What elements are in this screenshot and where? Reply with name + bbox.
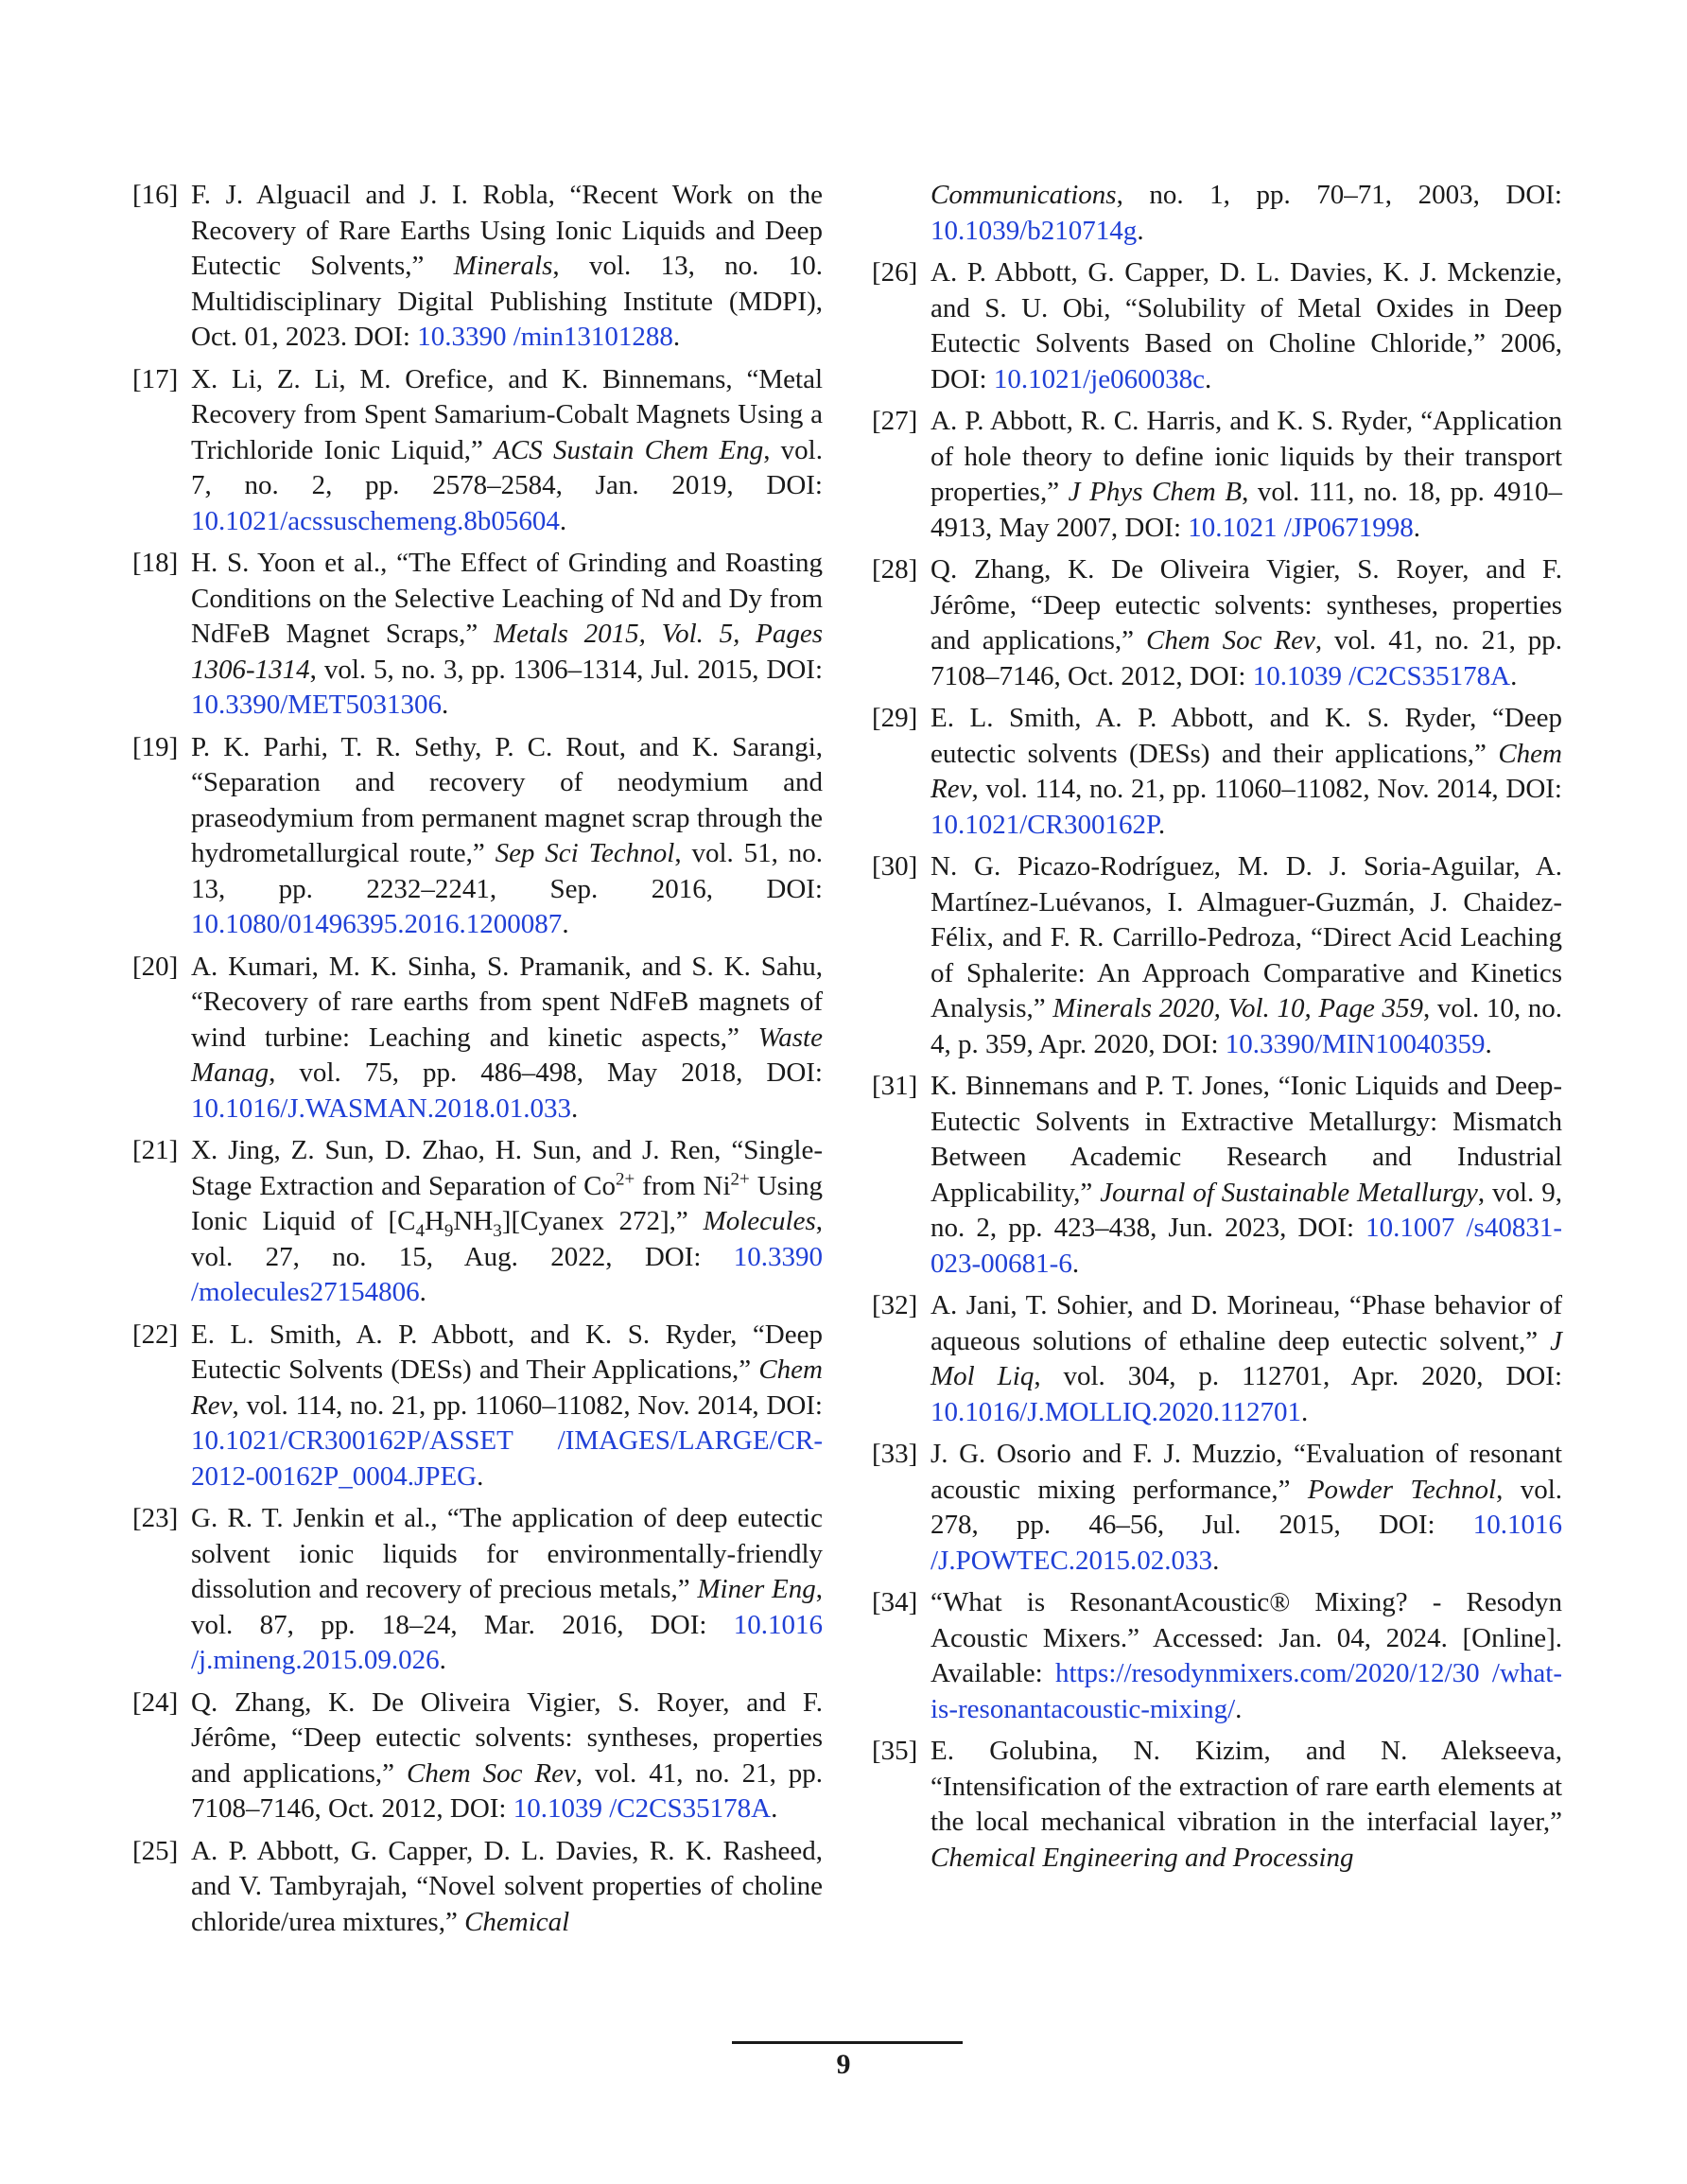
reference-entry <box>872 701 1562 843</box>
journal-title: Communications <box>930 180 1117 210</box>
url-link[interactable]: https://resodynmixers.com/2020/12/30 /what-is-resonantacoustic-mixing/ <box>930 1658 1562 1724</box>
reference-text: X. Li, Z. Li, M. Orefice, and K. Binnemans, “Metal Recovery from Spent Samarium-Cobalt Magnets Using a Trichloride Ionic Liquid,” <box>191 363 823 465</box>
reference-number: [26] <box>872 257 918 288</box>
reference-entry <box>132 950 823 1127</box>
journal-title: J Phys Chem B <box>1068 477 1243 507</box>
doi-link[interactable]: 10.1016 /J.POWTEC.2015.02.033 <box>930 1510 1562 1576</box>
reference-text: . <box>419 1277 426 1307</box>
reference-number: [24] <box>132 1686 179 1718</box>
journal-title: Chem Soc Rev <box>406 1757 576 1789</box>
journal-title: Minerals 2020, Vol. 10, Page 359 <box>1052 993 1424 1023</box>
reference-text: . <box>1212 1545 1220 1576</box>
reference-text: from Ni <box>635 1170 731 1201</box>
journal-title: Powder Technol <box>1307 1474 1497 1505</box>
reference-body <box>930 1437 1562 1579</box>
reference-number: [25] <box>132 1835 179 1866</box>
doi-link[interactable]: 10.1021/je060038c <box>993 363 1205 394</box>
reference-body <box>191 546 823 724</box>
reference-body <box>191 730 823 943</box>
reference-text: . <box>1485 1028 1492 1059</box>
reference-text: , no. 1, pp. 70–71, 2003, DOI: <box>1116 180 1562 210</box>
reference-number: [17] <box>132 363 179 394</box>
doi-link[interactable]: 10.3390/MET5031306 <box>191 690 443 720</box>
page-number: 9 <box>836 2049 851 2080</box>
reference-body <box>930 849 1562 1062</box>
reference-text: “What is ResonantAcoustic® Mixing? - Resodyn Acoustic Mixers.” Accessed: Jan. 04, 2024. [Online]. Available: <box>930 1587 1562 1688</box>
reference-text: . <box>559 505 567 536</box>
doi-link[interactable]: 10.1021/CR300162P/ASSET /IMAGES/LARGE/CR-2012-00162P_0004.JPEG <box>191 1425 823 1492</box>
reference-text: . <box>1137 215 1144 246</box>
reference-text: . <box>442 690 449 720</box>
reference-number: [35] <box>872 1736 918 1766</box>
reference-body <box>930 404 1562 546</box>
reference-text: . <box>439 1645 446 1675</box>
reference-body <box>930 1734 1562 1876</box>
reference-text: H <box>424 1206 444 1236</box>
reference-body <box>191 1501 823 1679</box>
doi-link[interactable]: 10.1016/J.MOLLIQ.2020.112701 <box>930 1396 1302 1427</box>
reference-number: [27] <box>872 406 918 436</box>
reference-text: . <box>1071 1248 1080 1279</box>
reference-text: Using Ionic Liquid of [C <box>191 1170 823 1236</box>
reference-text: , vol. 87, pp. 18–24, Mar. 2016, DOI: <box>191 1574 823 1640</box>
reference-text: . <box>1235 1693 1243 1724</box>
reference-text: , vol. 41, no. 21, pp. 7108–7146, Oct. 2012, DOI: <box>930 625 1563 691</box>
journal-title: Sep Sci Technol <box>495 838 675 868</box>
reference-number: [22] <box>132 1319 179 1350</box>
journal-title: Minerals <box>453 251 553 281</box>
reference-text: . <box>1413 512 1420 543</box>
reference-number: [18] <box>132 548 179 578</box>
reference-text: , vol. 278, pp. 46–56, Jul. 2015, DOI: <box>930 1474 1563 1540</box>
reference-text: , vol. 10, no. 4, p. 359, Apr. 2020, DOI: <box>930 993 1563 1059</box>
reference-text: A. P. Abbott, G. Capper, D. L. Davies, K. J. Mckenzie, and S. U. Obi, “Solubility of Metal Oxides in Deep Eutectic Solvents Based on Choline Chloride,” 2006, DOI: <box>930 257 1562 394</box>
doi-link[interactable]: 10.1007 /s40831-023-00681-6 <box>930 1213 1562 1279</box>
reference-text: , vol. 9, no. 2, pp. 423–438, Jun. 2023, DOI: <box>930 1177 1562 1243</box>
reference-number: [32] <box>872 1290 918 1320</box>
reference-number: [16] <box>132 180 179 210</box>
doi-link[interactable]: 10.3390/MIN10040359 <box>1225 1028 1486 1059</box>
reference-entry <box>872 1069 1562 1282</box>
reference-text: . <box>1157 809 1166 840</box>
reference-entry <box>132 546 823 724</box>
reference-entry <box>132 1686 823 1827</box>
reference-text: F. J. Alguacil and J. I. Robla, “Recent Work on the Recovery of Rare Earths Using Ionic Liquids and Deep Eutectic Solvents,” <box>191 180 823 281</box>
reference-number: [23] <box>132 1503 179 1533</box>
reference-body <box>191 1686 823 1827</box>
journal-title: Molecules <box>703 1206 816 1236</box>
journal-title: Chemical Engineering and Processing <box>930 1842 1354 1873</box>
reference-text: , vol. 13, no. 10. Multidisciplinary Digital Publishing Institute (MDPI), Oct. 01, 2023. DOI: <box>191 251 823 352</box>
reference-text: . <box>1510 660 1518 691</box>
reference-entry <box>132 362 823 540</box>
reference-text: , vol. 114, no. 21, pp. 11060–11082, Nov. 2014, DOI: <box>232 1389 823 1421</box>
reference-entry <box>132 1318 823 1495</box>
reference-entry <box>872 1288 1562 1430</box>
reference-body <box>930 1585 1562 1727</box>
journal-title: Chem Rev <box>930 738 1562 804</box>
reference-text: P. K. Parhi, T. R. Sethy, P. C. Rout, and K. Sarangi, “Separation and recovery of neodymium and praseodymium from permanent magnet scrap through the hydrometallurgical route,” <box>191 731 823 868</box>
reference-body <box>191 1318 823 1495</box>
reference-text: . <box>672 322 681 352</box>
journal-title: ACS Sustain Chem Eng <box>494 434 764 465</box>
reference-text: , vol. 75, pp. 486–498, May 2018, DOI: <box>269 1057 823 1088</box>
reference-text: K. Binnemans and P. T. Jones, “Ionic Liquids and Deep-Eutectic Solvents in Extractive Metallurgy: Mismatch Between Academic Research and Industrial Applicability,” <box>930 1071 1562 1208</box>
doi-link[interactable]: 10.1021 /JP0671998 <box>1188 512 1414 543</box>
reference-entry <box>872 1437 1562 1579</box>
reference-entry <box>872 404 1562 546</box>
reference-text: A. Jani, T. Sohier, and D. Morineau, “Phase behavior of aqueous solutions of ethaline deep eutectic solvent,” <box>930 1290 1562 1356</box>
journal-title: Chem Soc Rev <box>1145 625 1315 655</box>
reference-number: [28] <box>872 554 918 585</box>
journal-title: Miner Eng <box>697 1574 816 1604</box>
reference-text: . <box>1301 1396 1309 1427</box>
doi-link[interactable]: 10.1080/01496395.2016.1200087 <box>191 909 563 939</box>
references-left-column <box>132 178 823 1947</box>
reference-text: E. Golubina, N. Kizim, and N. Alekseeva, “Intensification of the extraction of rare earth elements at the local mechanical vibration in the interfacial layer,” <box>930 1736 1562 1837</box>
doi-link[interactable]: 10.1021/CR300162P <box>930 809 1158 840</box>
reference-body <box>191 362 823 540</box>
journal-title: Journal of Sustainable Metallurgy <box>1100 1177 1478 1208</box>
reference-body <box>191 178 823 356</box>
reference-number: [19] <box>132 731 179 762</box>
journal-title: Waste Manag <box>191 1022 823 1088</box>
reference-body <box>930 701 1562 843</box>
reference-entry <box>872 1585 1562 1727</box>
reference-number: [31] <box>872 1071 918 1101</box>
doi-link[interactable]: 10.1021/acssuschemeng.8b05604 <box>191 505 560 536</box>
reference-text: H. S. Yoon et al., “The Effect of Grinding and Roasting Conditions on the Selective Leaching of Nd and Dy from NdFeB Magnet Scraps,” <box>191 548 823 649</box>
reference-entry <box>872 255 1562 397</box>
reference-entry <box>132 1133 823 1311</box>
reference-number: [30] <box>872 851 918 882</box>
reference-text: , vol. 304, p. 112701, Apr. 2020, DOI: <box>1034 1361 1562 1391</box>
reference-text: Q. Zhang, K. De Oliveira Vigier, S. Royer, and F. Jérôme, “Deep eutectic solvents: syntheses, properties and applications,” <box>191 1686 823 1789</box>
doi-link[interactable]: 10.1016/J.WASMAN.2018.01.033 <box>191 1092 571 1124</box>
journal-title: J Mol Liq <box>930 1325 1562 1391</box>
reference-entry <box>872 849 1562 1062</box>
reference-body <box>930 1069 1562 1282</box>
reference-number: [21] <box>132 1135 179 1165</box>
reference-text: , vol. 51, no. 13, pp. 2232–2241, Sep. 2016, DOI: <box>191 838 824 904</box>
reference-text: A. P. Abbott, R. C. Harris, and K. S. Ryder, “Application of hole theory to define ionic liquids by their transport properties,” <box>930 406 1562 507</box>
reference-text: , vol. 114, no. 21, pp. 11060–11082, Nov. 2014, DOI: <box>971 774 1562 804</box>
reference-body <box>191 1834 823 1941</box>
reference-text: , vol. 27, no. 15, Aug. 2022, DOI: <box>191 1206 823 1272</box>
reference-text: E. L. Smith, A. P. Abbott, and K. S. Ryder, “Deep Eutectic Solvents (DESs) and Their Applications,” <box>191 1319 823 1385</box>
reference-body <box>191 1133 823 1311</box>
reference-text: E. L. Smith, A. P. Abbott, and K. S. Ryder, “Deep eutectic solvents (DESs) and their applications,” <box>930 703 1562 769</box>
subscript: 3 <box>493 1220 502 1241</box>
reference-body <box>930 255 1562 397</box>
reference-continuation <box>872 178 1562 249</box>
reference-text: Q. Zhang, K. De Oliveira Vigier, S. Royer, and F. Jérôme, “Deep eutectic solvents: syntheses, properties and applications,” <box>930 554 1562 655</box>
reference-entry <box>132 1501 823 1679</box>
reference-text: X. Jing, Z. Sun, D. Zhao, H. Sun, and J. Ren, “Single-Stage Extraction and Separation of Co <box>191 1135 823 1201</box>
reference-text: G. R. T. Jenkin et al., “The application of deep eutectic solvent ionic liquids for environmentally-friendly dissolution and recovery of precious metals,” <box>191 1503 823 1604</box>
doi-link[interactable]: 10.1039/b210714g <box>930 215 1138 246</box>
journal-title: Metals 2015, Vol. 5, Pages 1306-1314 <box>191 619 823 685</box>
doi-link[interactable]: 10.1039 /C2CS35178A <box>513 1793 772 1824</box>
doi-link[interactable]: 10.1039 /C2CS35178A <box>1252 660 1511 691</box>
reference-body <box>930 1288 1562 1430</box>
reference-entry <box>872 1734 1562 1876</box>
doi-link[interactable]: 10.3390 /min13101288 <box>417 322 673 352</box>
doi-link[interactable]: 10.1016 /j.mineng.2015.09.026 <box>191 1609 823 1675</box>
reference-text: . <box>477 1460 484 1492</box>
subscript: 9 <box>443 1220 454 1241</box>
reference-text: A. P. Abbott, G. Capper, D. L. Davies, R. K. Rasheed, and V. Tambyrajah, “Novel solvent properties of choline chloride/urea mixtures,” <box>191 1835 823 1937</box>
superscript: 2+ <box>615 1168 635 1189</box>
reference-text: . <box>1204 363 1212 394</box>
reference-text: A. Kumari, M. K. Sinha, S. Pramanik, and S. K. Sahu, “Recovery of rare earths from spent NdFeB magnets of wind turbine: Leaching and kinetic aspects,” <box>191 951 823 1053</box>
journal-title: Chem Rev <box>191 1354 823 1421</box>
reference-text: ][Cyanex 272],” <box>501 1206 704 1236</box>
reference-text: N. G. Picazo-Rodríguez, M. D. J. Soria-Aguilar, A. Martínez-Luévanos, I. Almaguer-Guzmán, J. Chaidez-Félix, and F. R. Carrillo-Pedroza, “Direct Acid Leaching of Sphalerite: An Approach Comparative and Kinetics Analysis,” <box>930 851 1562 1023</box>
reference-body <box>930 552 1562 694</box>
references-right-column <box>872 178 1562 1882</box>
reference-text: , vol. 7, no. 2, pp. 2578–2584, Jan. 2019, DOI: <box>191 434 823 500</box>
reference-text: . <box>562 909 569 939</box>
reference-entry <box>132 1834 823 1941</box>
footer-rule <box>732 2041 963 2044</box>
reference-entry <box>132 730 823 943</box>
doi-link[interactable]: 10.3390 /molecules27154806 <box>191 1241 823 1307</box>
superscript: 2+ <box>730 1168 750 1189</box>
reference-text: NH <box>453 1206 494 1236</box>
reference-text: , vol. 111, no. 18, pp. 4910–4913, May 2007, DOI: <box>930 477 1562 543</box>
reference-number: [34] <box>872 1587 918 1617</box>
reference-text: . <box>571 1092 579 1124</box>
reference-text: , vol. 41, no. 21, pp. 7108–7146, Oct. 2012, DOI: <box>191 1757 824 1824</box>
reference-text: J. G. Osorio and F. J. Muzzio, “Evaluation of resonant acoustic mixing performance,” <box>930 1439 1562 1505</box>
reference-text: . <box>771 1793 778 1824</box>
reference-body <box>191 950 823 1127</box>
subscript: 4 <box>415 1220 425 1241</box>
reference-number: [33] <box>872 1439 918 1469</box>
journal-title: Chemical <box>464 1906 570 1937</box>
reference-number: [20] <box>132 951 179 982</box>
reference-entry <box>872 552 1562 694</box>
reference-number: [29] <box>872 703 918 733</box>
reference-entry <box>132 178 823 356</box>
reference-text: , vol. 5, no. 3, pp. 1306–1314, Jul. 2015, DOI: <box>309 654 823 685</box>
